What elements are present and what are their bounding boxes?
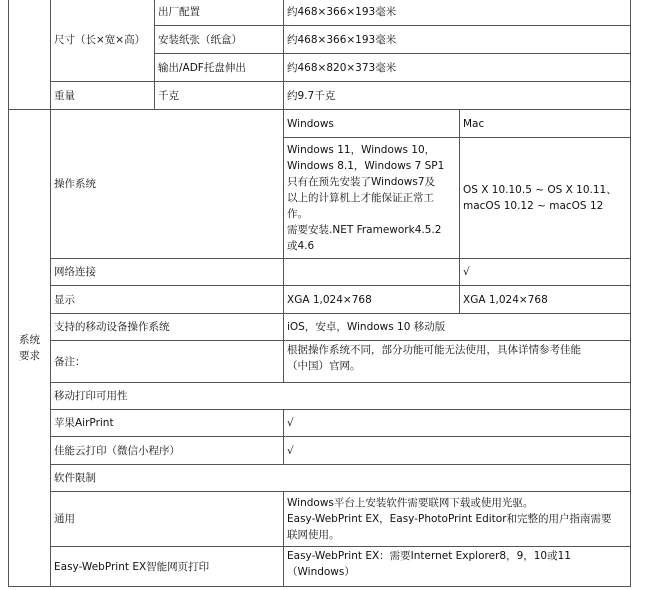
software-header: 软件限制: [51, 465, 631, 492]
size-item-tray: 安装纸张（纸盒）: [155, 26, 284, 54]
ewp-label: Easy-WebPrint EX智能网页打印: [51, 547, 284, 587]
bottom-divider: [8, 586, 630, 587]
general-label: 通用: [51, 492, 284, 547]
os-label: 操作系统: [51, 110, 284, 259]
size-value-tray: 约468×366×193毫米: [284, 26, 631, 54]
weight-label: 重量: [51, 82, 155, 110]
ewp-value: Easy-WebPrint EX：需要Internet Explorer8，9，10或11 （Windows）: [284, 547, 631, 587]
mobile-os-label: 支持的移动设备操作系统: [51, 314, 284, 341]
os-windows: Windows 11，Windows 10， Windows 8.1，Windows 7 SP1 只有在预先安装了Windows7及 以上的计算机上才能保证正常工 作。 需要安装.NET Framework4.5.2 或4.6: [284, 138, 460, 259]
cloud-print-label: 佳能云打印（微信小程序）: [51, 437, 284, 465]
size-label: 尺寸（长×宽×高）: [51, 0, 155, 82]
size-row-factory: [9, 0, 631, 26]
ewp-row: [9, 547, 631, 587]
software-header-row: [9, 465, 631, 492]
airprint-row: [9, 410, 631, 437]
network-row: [9, 259, 631, 286]
size-category-empty: [9, 0, 51, 110]
airprint-label: 苹果AirPrint: [51, 410, 284, 437]
system-category: 系统 要求: [9, 110, 51, 587]
display-windows: XGA 1,024×768: [284, 286, 460, 314]
spec-table: [8, 0, 631, 587]
size-value-factory: 约468×366×193毫米: [284, 0, 631, 26]
weight-row: [9, 82, 631, 110]
cloud-print-value: √: [284, 437, 631, 465]
airprint-value: √: [284, 410, 631, 437]
size-value-adf: 约468×820×373毫米: [284, 54, 631, 82]
display-mac: XGA 1,024×768: [460, 286, 631, 314]
os-mac: OS X 10.10.5 ~ OS X 10.11、 macOS 10.12 ~ macOS 12: [460, 138, 631, 259]
mobile-os-row: [9, 314, 631, 341]
display-label: 显示: [51, 286, 284, 314]
general-row: [9, 492, 631, 547]
weight-unit: 千克: [155, 82, 284, 110]
network-windows: [284, 259, 460, 286]
mobile-os-value: iOS，安卓，Windows 10 移动版: [284, 314, 631, 341]
network-mac: √: [460, 259, 631, 286]
weight-value: 约9.7千克: [284, 82, 631, 110]
mobile-print-header-row: [9, 383, 631, 410]
note-value: 根据操作系统不同，部分功能可能无法使用，具体详情参考佳能 （中国）官网。: [284, 341, 631, 383]
general-value: Windows平台上安装软件需要联网下载或使用光驱。 Easy-WebPrint EX，Easy-PhotoPrint Editor和完整的用户指南需要 联网使用。: [284, 492, 631, 547]
note-label: 备注：: [51, 341, 284, 383]
os-header-row: [9, 110, 631, 138]
mobile-print-header: 移动打印可用性: [51, 383, 631, 410]
note-row: [9, 341, 631, 383]
display-row: [9, 286, 631, 314]
size-item-adf: 输出/ADF托盘伸出: [155, 54, 284, 82]
size-item-factory: 出厂配置: [155, 0, 284, 26]
os-header-windows: Windows: [284, 110, 460, 138]
network-label: 网络连接: [51, 259, 284, 286]
cloud-print-row: [9, 437, 631, 465]
os-header-mac: Mac: [460, 110, 631, 138]
